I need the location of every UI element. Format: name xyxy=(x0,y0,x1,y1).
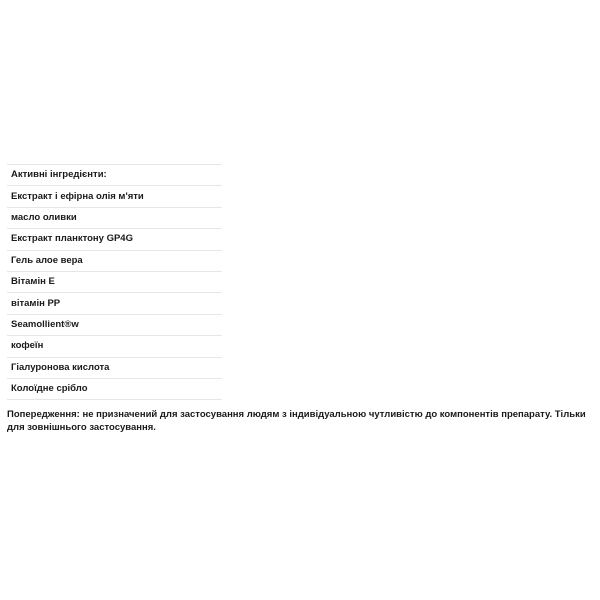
ingredient-item: масло оливки xyxy=(7,207,222,228)
table-row-header xyxy=(7,165,222,186)
ingredients-header: Активні інгредієнти: xyxy=(7,165,222,186)
table-row xyxy=(7,271,222,292)
table-row xyxy=(7,357,222,378)
table-row xyxy=(7,336,222,357)
ingredient-item: Гіалуронова кислота xyxy=(7,357,222,378)
table-row xyxy=(7,293,222,314)
ingredients-table xyxy=(7,164,222,400)
table-row xyxy=(7,186,222,207)
ingredient-item: вітамін PP xyxy=(7,293,222,314)
warning-text: Попередження: не призначений для застосування людям з індивідуальною чутливістю до компонентів препарату. Тільки для зовнішнього застосування. xyxy=(7,409,586,433)
table-row xyxy=(7,314,222,335)
table-row xyxy=(7,250,222,271)
table-row xyxy=(7,229,222,250)
ingredient-item: Екстракт і ефірна олія м'яти xyxy=(7,186,222,207)
ingredient-item: Колоїдне срібло xyxy=(7,378,222,399)
ingredient-item: Seamollient®w xyxy=(7,314,222,335)
ingredient-item: кофеїн xyxy=(7,336,222,357)
table-row xyxy=(7,207,222,228)
ingredient-item: Екстракт планктону GP4G xyxy=(7,229,222,250)
ingredient-item: Вітамін Е xyxy=(7,271,222,292)
ingredient-item: Гель алое вера xyxy=(7,250,222,271)
table-row xyxy=(7,378,222,399)
